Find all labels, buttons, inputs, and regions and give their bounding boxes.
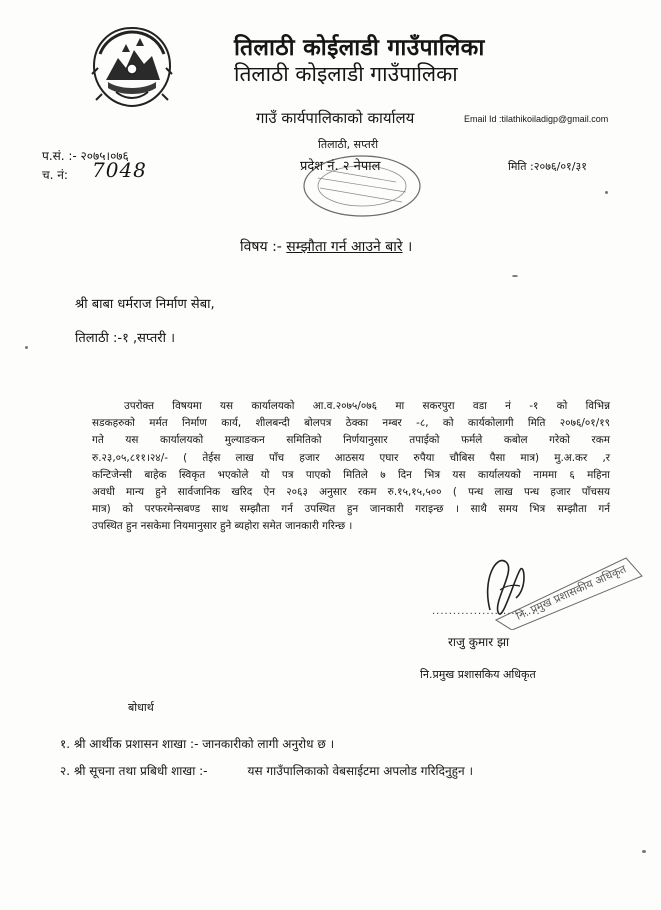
dispatch-label: च. नं: — [42, 168, 68, 182]
dispatch-number-handwritten: 7048 — [92, 158, 147, 182]
cc-item-text: यस गाउँपालिकाको वेबसाईटमा अपलोड गरिदिनुहुन । — [247, 764, 474, 778]
body-line: मात्र) को परफरमेन्सबण्ड साथ सम्झौता गर्न उपस्थित हुन जानकारी गराइन्छ । साथै समय भित्र सम्झौता गर्न — [92, 503, 610, 516]
scan-speck — [605, 191, 608, 194]
body-line: गते यस कार्यालयको मुल्याङकन समितिको निर्णयानुसार तपाईको फर्मले कबोल गरेको रकम — [92, 434, 610, 447]
cc-heading: बोधार्थ — [128, 701, 154, 714]
signer-name: राजु कुमार झा — [448, 635, 510, 649]
body-line: अवधी मान्य हुने सार्वजानिक खरिद ऐन २०६३ अनुसार रकम रु.१५,१५,५०० ( पन्ध लाख पन्ध हजार पाँचसय — [92, 486, 610, 499]
addressee-place: तिलाठी :-१ ,सप्तरी । — [75, 331, 176, 346]
letter-body — [92, 398, 610, 536]
subject-prefix: विषय :- — [240, 239, 282, 255]
email-address: Email Id :tilathikoiladigp@gmail.com — [464, 114, 609, 124]
cc-item: १. श्री आर्थीक प्रशासन शाखा :- जानकारीको लागी अनुरोध छ । — [60, 737, 335, 751]
body-line: उपस्थित हुन नसकेमा नियमानुसार हुने ब्यहोरा समेत जानकारी गरिन्छ । — [92, 520, 353, 533]
cc-item-prefix: २. श्री सूचना तथा प्रबिधी शाखा :- — [60, 764, 208, 778]
subject-line — [240, 237, 412, 256]
body-line: उपरोक्त विषयमा यस कार्यालयको आ.व.२०७५/०७६ मा सकरपुरा वडा नं -१ को विभिन्न — [124, 400, 610, 412]
body-line: सडकहरुको मर्मत निर्माण कार्य, शीलबन्दी बोलपत्र ठेक्का नम्बर -८, को कार्यकोलागी मिति २०७६/०१/१९ — [92, 417, 610, 430]
ref-number: प.सं. :- २०७५।०७६ — [42, 149, 129, 163]
scan-speck — [642, 850, 646, 853]
address-line-1: तिलाठी, सप्तरी — [318, 138, 379, 151]
scan-speck — [25, 346, 28, 349]
signature-line: .......................... — [432, 606, 541, 617]
address-line-2: प्रदेश नं. २ नेपाल — [300, 159, 381, 174]
body-line: रु.२३,०५,८११।२४/- ( तेईस लाख पाँच हजार आठसय एघार रुपैया चौबिस पैसा मात्र) मु.अ.कर ,र — [92, 451, 610, 464]
municipality-title: तिलाठी कोईलाडी गाउँपालिका — [234, 35, 485, 61]
municipality-title-alt: तिलाठी कोइलाडी गाउँपालिका — [234, 62, 458, 86]
subject-text: सम्झौता गर्न आउने बारे — [286, 239, 403, 255]
nepal-emblem-logo — [86, 24, 178, 110]
office-name: गाउँ कार्यपालिकाको कार्यालय — [256, 109, 415, 127]
signer-title: नि.प्रमुख प्रशासकिय अधिकृत — [420, 668, 536, 681]
body-line: कन्टिजेन्सी बाहेक स्विकृत भएकोले यो पत्र पाएको मितिले ७ दिन भित्र यस कार्यालयको नाममा ६ महिना — [92, 468, 610, 481]
scan-speck — [512, 275, 518, 277]
subject-suffix: । — [407, 239, 413, 255]
addressee-name: श्री बाबा धर्मराज निर्माण सेबा, — [75, 297, 215, 312]
letter-date: मिति :२०७६/०१/३१ — [508, 160, 587, 173]
cc-item — [60, 762, 473, 779]
stamp-text: नि. प्रमुख प्रशासकीय अधिकृत — [513, 562, 629, 623]
